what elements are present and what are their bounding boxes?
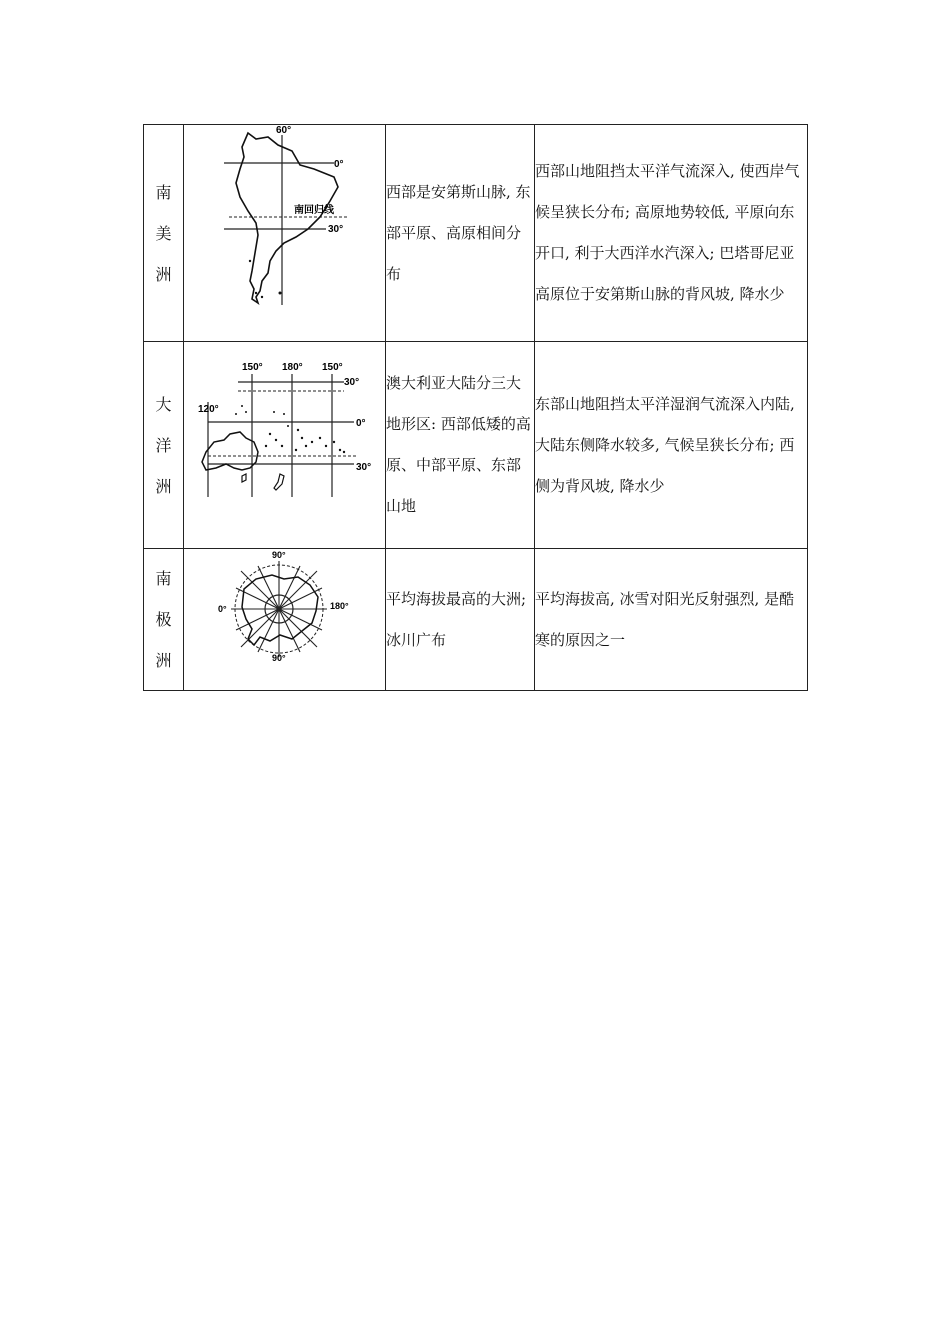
antarctica-map — [184, 549, 385, 686]
climate-cell: 东部山地阻挡太平洋湿润气流深入内陆, 大陆东侧降水较多, 气候呈狭长分布; 西侧为背风坡, 降水少 — [535, 342, 808, 549]
map-label: 0° — [334, 159, 344, 170]
map-label: 180° — [330, 601, 349, 611]
continent-table — [143, 124, 808, 691]
table-row — [144, 549, 808, 691]
map-label: 30° — [356, 462, 372, 473]
continent-char: 大 — [155, 394, 172, 414]
continent-char: 洲 — [155, 651, 172, 670]
south-america-outline — [236, 133, 338, 303]
table-row — [144, 125, 808, 342]
continent-char: 洲 — [155, 264, 172, 284]
map-label: 150° — [242, 362, 263, 373]
continent-char: 美 — [155, 223, 172, 243]
continent-char: 洋 — [155, 435, 172, 455]
continent-name-cell — [144, 549, 184, 691]
map-label: 30° — [344, 377, 360, 388]
map-label: 0° — [218, 604, 227, 614]
terrain-cell: 澳大利亚大陆分三大地形区: 西部低矮的高原、中部平原、东部山地 — [386, 342, 535, 549]
continent-name-cell — [144, 125, 184, 342]
map-label: 南回归线 — [294, 205, 334, 216]
table-row — [144, 342, 808, 549]
climate-cell: 平均海拔高, 冰雪对阳光反射强烈, 是酷寒的原因之一 — [535, 549, 808, 691]
map-label: 30° — [328, 224, 344, 235]
map-label: 60° — [276, 125, 292, 136]
map-label: 0° — [356, 418, 366, 429]
oceania-map-cell — [184, 342, 386, 549]
map-label: 120° — [198, 404, 219, 415]
continent-char: 南 — [155, 182, 172, 202]
continent-name-cell — [144, 342, 184, 549]
continent-char: 南 — [155, 569, 172, 588]
terrain-cell: 西部是安第斯山脉, 东部平原、高原相间分布 — [386, 125, 535, 342]
terrain-cell: 平均海拔最高的大洲; 冰川广布 — [386, 549, 535, 691]
map-label: 180° — [282, 362, 303, 373]
map-label: 90° — [272, 550, 286, 560]
map-label: 90° — [272, 653, 286, 663]
continent-char: 洲 — [155, 476, 172, 496]
map-label: 150° — [322, 362, 343, 373]
climate-cell: 西部山地阻挡太平洋气流深入, 使西岸气候呈狭长分布; 高原地势较低, 平原向东开口, 利于大西洋水汽深入; 巴塔哥尼亚高原位于安第斯山脉的背风坡, 降水少 — [535, 125, 808, 342]
oceania-map — [184, 342, 385, 544]
south-america-map-cell — [184, 125, 386, 342]
south-america-map — [184, 125, 385, 337]
antarctica-map-cell — [184, 549, 386, 691]
meridians — [231, 561, 327, 657]
continent-char: 极 — [155, 610, 172, 629]
